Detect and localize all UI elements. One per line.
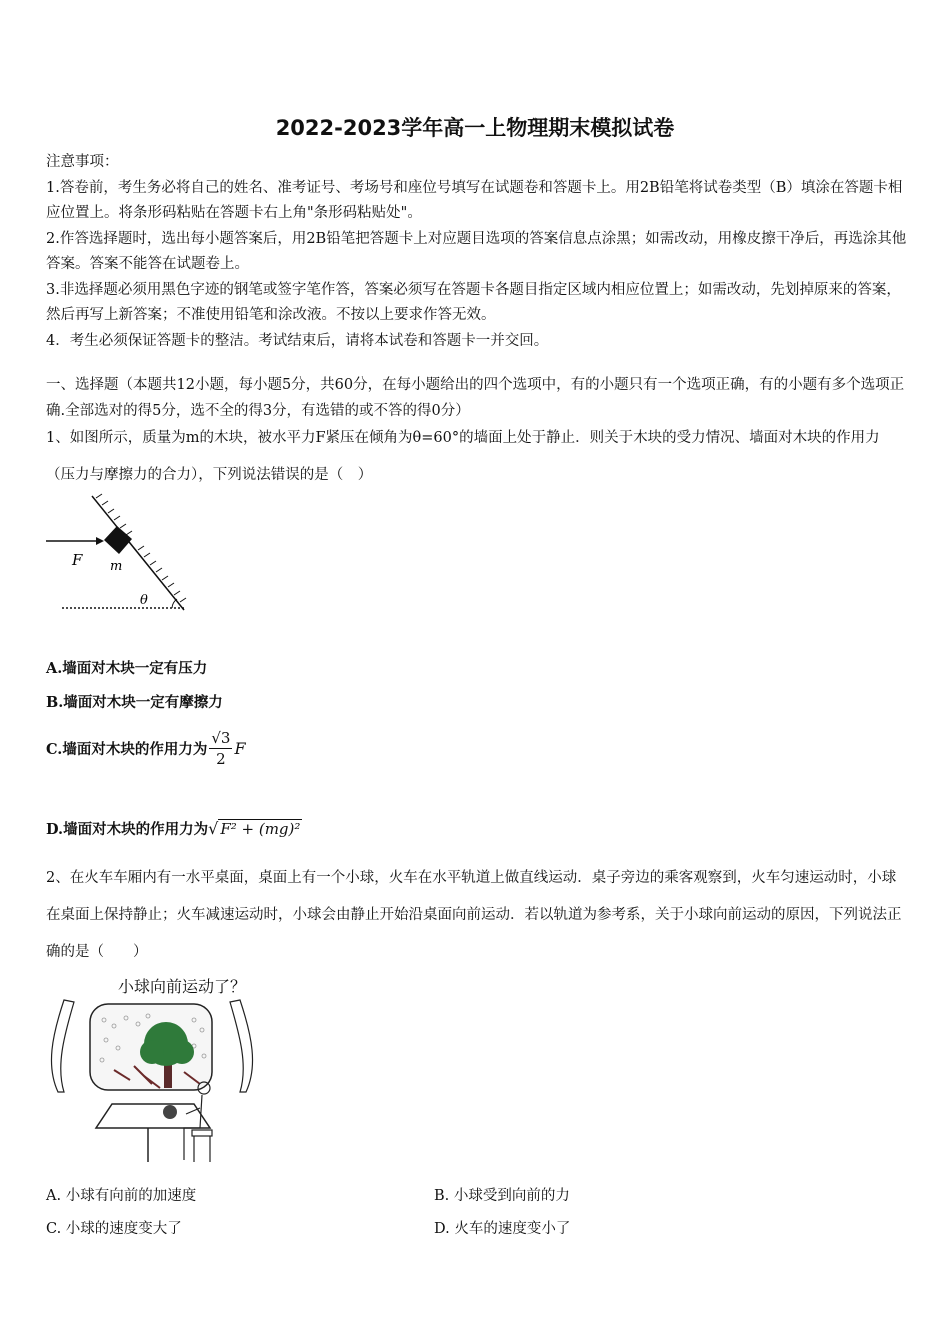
q1-option-c[interactable]	[46, 728, 246, 769]
force-variable: F	[234, 739, 246, 758]
stool	[192, 1130, 212, 1136]
angle-label: θ	[140, 593, 148, 608]
q2-option-b[interactable]: B. 小球受到向前的力	[434, 1188, 570, 1204]
q2-option-a[interactable]: A. 小球有向前的加速度	[46, 1188, 197, 1204]
page-title: 2022-2023学年高一上物理期末模拟试卷	[275, 116, 675, 140]
fraction-numerator: √3	[211, 729, 231, 747]
notes-item-2: 2.作答选择题时，选出每小题答案后，用2B铅笔把答题卡上对应题目选项的答案信息点涂黑；如需改动，用橡皮擦干净后，再选涂其他答案。答案不能答在试题卷上。	[46, 230, 907, 272]
table-top	[96, 1104, 210, 1128]
figure-2-caption: 小球向前运动了？	[118, 977, 247, 996]
notes-block	[46, 150, 908, 354]
q1-option-d[interactable]	[46, 818, 302, 839]
q2-option-d[interactable]: D. 火车的速度变小了	[434, 1221, 571, 1237]
q1-option-a[interactable]: A.墙面对木块一定有压力	[46, 660, 208, 677]
question-1	[46, 420, 908, 494]
q1-option-d-text: D.墙面对木块的作用力为	[46, 821, 209, 838]
left-curtain	[51, 1000, 74, 1092]
question-2-figure	[44, 996, 264, 1166]
q1-option-b[interactable]: B.墙面对木块一定有摩擦力	[46, 694, 223, 711]
question-1-stem: 1、如图所示，质量为m的木块，被水平力F紧压在倾角为θ=60°的墙面上处于静止．则关于木块的受力情况、墙面对木块的作用力（压力与摩擦力的合力），下列说法错误的是（ ）	[46, 430, 880, 483]
incline-wall-line	[92, 496, 184, 610]
q2-option-c[interactable]: C. 小球的速度变大了	[46, 1221, 182, 1237]
sqrt3-over-2-fraction	[209, 728, 232, 769]
notes-item-3: 3.非选择题必须用黑色字迹的钢笔或签字笔作答，答案必须写在答题卡各题目指定区域内相应位置上；如需改动，先划掉原来的答案，然后再写上新答案；不准使用铅笔和涂改液。不按以上要求作答无效。	[46, 281, 901, 323]
question-2-stem: 2、在火车车厢内有一水平桌面，桌面上有一个小球，火车在水平轨道上做直线运动．桌子旁边的乘客观察到，火车匀速运动时，小球在桌面上保持静止；火车减速运动时，小球会由静止开始沿桌面向前运动．若以轨道为参考系，关于小球向前运动的原因，下列说法正确的是（ ）	[46, 870, 902, 960]
question-1-figure	[44, 492, 194, 617]
notes-item-4: 4．考生必须保证答题卡的整洁。考试结束后，请将本试卷和答题卡一并交回。	[46, 332, 549, 349]
notes-heading: 注意事项：	[46, 154, 119, 170]
arrow-head	[96, 537, 104, 545]
right-curtain	[230, 1000, 253, 1092]
wall-hatching	[96, 494, 186, 602]
sqrt-sign-icon: √	[208, 819, 219, 838]
question-2	[46, 860, 908, 971]
q1-option-c-text: C.墙面对木块的作用力为	[46, 741, 208, 758]
force-label: F	[72, 551, 83, 569]
notes-item-1: 1.答卷前，考生务必将自己的姓名、准考证号、考场号和座位号填写在试题卷和答题卡上。用2B铅笔将试卷类型（B）填涂在答题卡相应位置上。将条形码粘贴在答题卡右上角"条形码粘贴处"。	[46, 179, 903, 221]
section-text: 一、选择题（本题共12小题，每小题5分，共60分，在每小题给出的四个选项中，有的小题只有一个选项正确，有的小题有多个选项正确.全部选对的得5分，选不全的得3分，有选错的或不答的得0分）	[46, 377, 905, 419]
ball	[163, 1105, 177, 1119]
section-heading	[46, 372, 908, 424]
mass-label: m	[110, 559, 123, 574]
block	[104, 526, 132, 554]
fraction-denominator: 2	[216, 750, 226, 768]
radical-expression: F² + (mg)²	[220, 820, 301, 838]
